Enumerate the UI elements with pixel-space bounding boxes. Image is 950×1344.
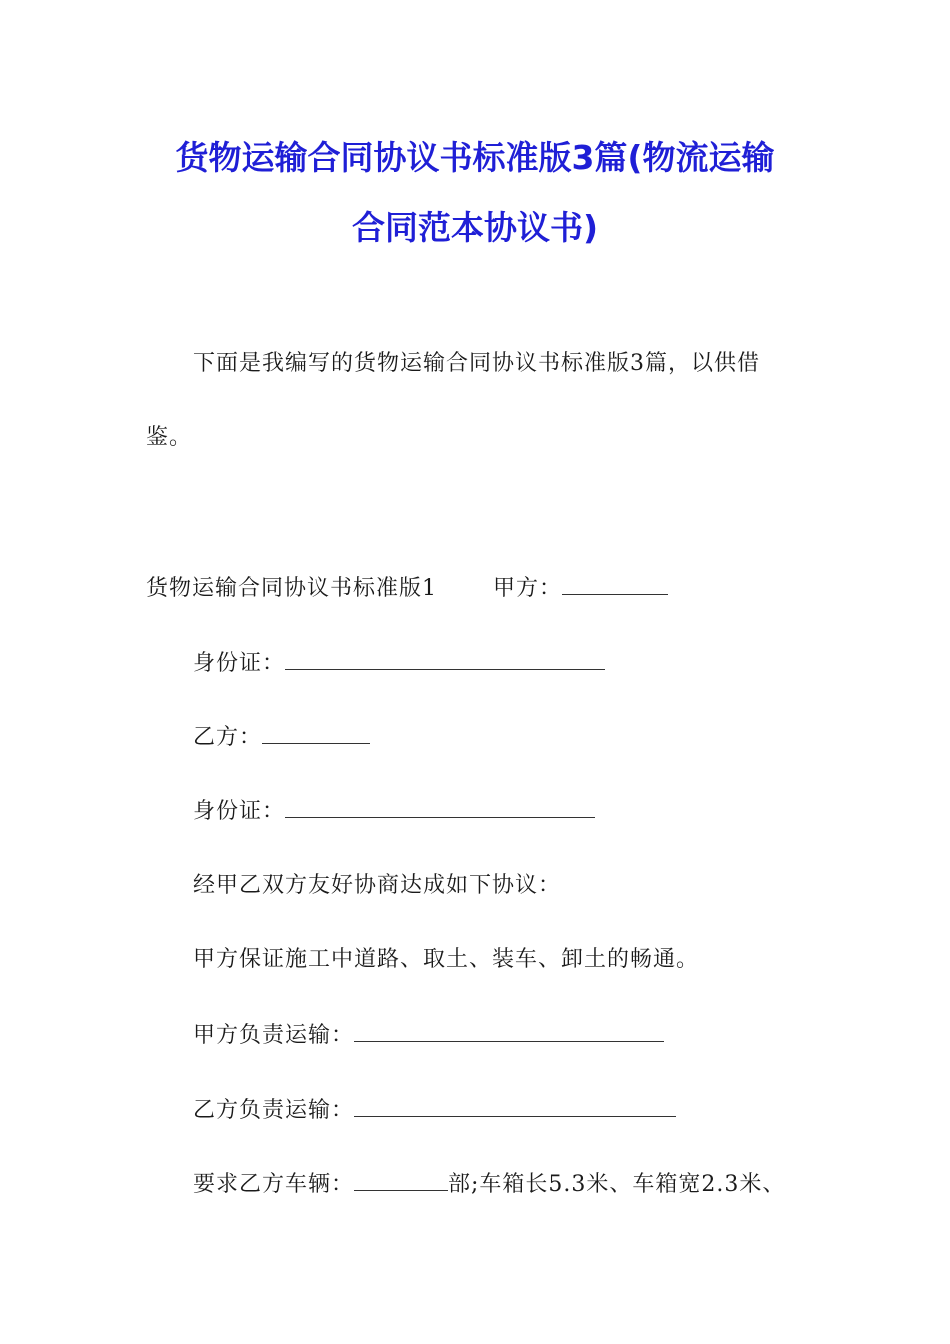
vehicle-row <box>193 1167 785 1198</box>
agreement-intro: 经甲乙双方友好协商达成如下协议： <box>193 873 562 898</box>
party-b-transport-row <box>193 1093 676 1124</box>
section-heading-row <box>146 571 668 602</box>
id-label-1: 身份证： <box>193 651 286 676</box>
clause-1: 甲方保证施工中道路、取土、装车、卸土的畅通。 <box>193 947 700 972</box>
id-blank-1 <box>285 668 605 670</box>
vehicle-label: 要求乙方车辆： <box>193 1172 355 1197</box>
party-b-label: 乙方： <box>193 725 263 750</box>
party-a-transport-label: 甲方负责运输： <box>193 1023 355 1048</box>
vehicle-spec: 部;车箱长5.3米、车箱宽2.3米、 <box>448 1172 786 1197</box>
party-a-blank <box>562 593 668 595</box>
intro-paragraph-line-1: 下面是我编写的货物运输合同协议书标准版3篇，以供借 <box>193 351 760 376</box>
id-row-2 <box>193 794 595 825</box>
party-a-label: 甲方： <box>493 576 563 601</box>
party-b-transport-blank <box>354 1115 676 1117</box>
id-row-1 <box>193 646 605 677</box>
document-title-line-2: 合同范本协议书) <box>351 208 599 247</box>
party-b-transport-label: 乙方负责运输： <box>193 1098 355 1123</box>
party-a-transport-blank <box>354 1040 664 1042</box>
vehicle-count-blank <box>354 1189 448 1191</box>
id-blank-2 <box>285 816 595 818</box>
document-title-line-1: 货物运输合同协议书标准版3篇(物流运输 <box>175 138 775 177</box>
party-b-blank <box>262 742 370 744</box>
intro-paragraph-line-2: 鉴。 <box>146 425 193 450</box>
party-b-row <box>193 720 370 751</box>
section-title: 货物运输合同协议书标准版1 <box>146 576 437 601</box>
party-a-transport-row <box>193 1018 664 1049</box>
id-label-2: 身份证： <box>193 799 286 824</box>
